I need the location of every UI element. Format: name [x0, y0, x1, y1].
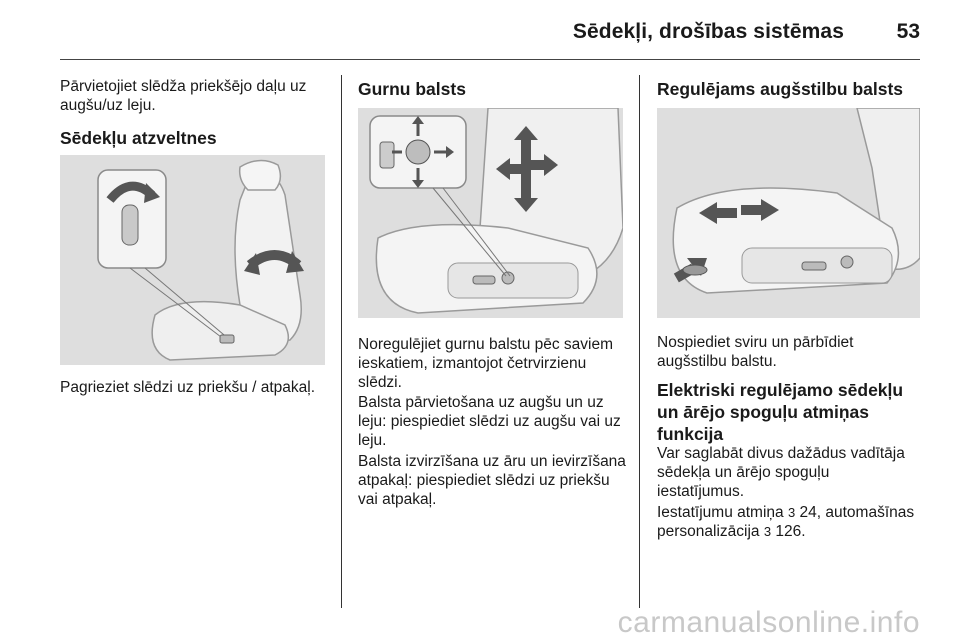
- backrest-caption: Pagrieziet slēdzi uz priekšu / atpakaļ.: [60, 379, 316, 396]
- seat-backrest-illustration: [60, 155, 325, 365]
- page-number: 53: [896, 20, 920, 43]
- lumbar-heading: Gurnu balsts: [358, 79, 466, 99]
- thigh-support-paragraph: Nospiediet sviru un pārbīdiet augšstilbu balstu.: [657, 334, 854, 370]
- page-reference-24[interactable]: 24: [799, 504, 817, 521]
- lumbar-support-illustration: [358, 108, 623, 318]
- memory-heading: Elektriski regulējamo sēdekļu un ārējo spoguļu atmiņas funkcija: [657, 380, 904, 444]
- thigh-support-heading: Regulējams augšstilbu balsts: [657, 79, 904, 99]
- page-header: [0, 0, 960, 60]
- lumbar-figure: [358, 108, 623, 318]
- memory-text-2: , automašīnas personalizācija: [657, 504, 915, 540]
- memory-paragraph-1: Var saglabāt divus dažādus vadītāja sēdekļa un ārējo spoguļu iestatījumus.: [657, 445, 905, 500]
- page-reference-icon: 3: [763, 524, 772, 539]
- page-reference-126[interactable]: 126: [775, 523, 802, 540]
- section-title: Sēdekļi, drošības sistēmas: [572, 20, 844, 43]
- intro-paragraph: Pārvietojiet slēdža priekšējo daļu uz augšu/uz leju.: [60, 78, 307, 114]
- lumbar-paragraph-3: Balsta izvirzīšana uz āru un ievirzīšana atpakaļ: piespiediet slēdzi uz priekšu vai atpakaļ.: [358, 453, 626, 508]
- backrest-heading: Sēdekļu atzveltnes: [60, 128, 217, 148]
- page-reference-icon: 3: [787, 505, 796, 520]
- lumbar-paragraph-2: Balsta pārvietošana uz augšu un uz leju: piespiediet slēdzi uz augšu vai uz leju.: [358, 394, 621, 449]
- header-divider: [60, 59, 920, 60]
- memory-text-1: Iestatījumu atmiņa: [657, 504, 784, 521]
- column-divider-2: [639, 75, 640, 608]
- watermark: carmanualsonline.info: [617, 606, 920, 639]
- column-divider-1: [341, 75, 342, 608]
- memory-paragraph-2: [657, 503, 927, 541]
- thigh-support-illustration: [657, 108, 920, 318]
- backrest-figure: [60, 155, 325, 365]
- thigh-support-figure: [657, 108, 920, 318]
- memory-text-end: .: [801, 523, 806, 540]
- lumbar-paragraph-1: Noregulējiet gurnu balstu pēc saviem ieskatiem, izmantojot četrvirzienu slēdzi.: [358, 336, 614, 391]
